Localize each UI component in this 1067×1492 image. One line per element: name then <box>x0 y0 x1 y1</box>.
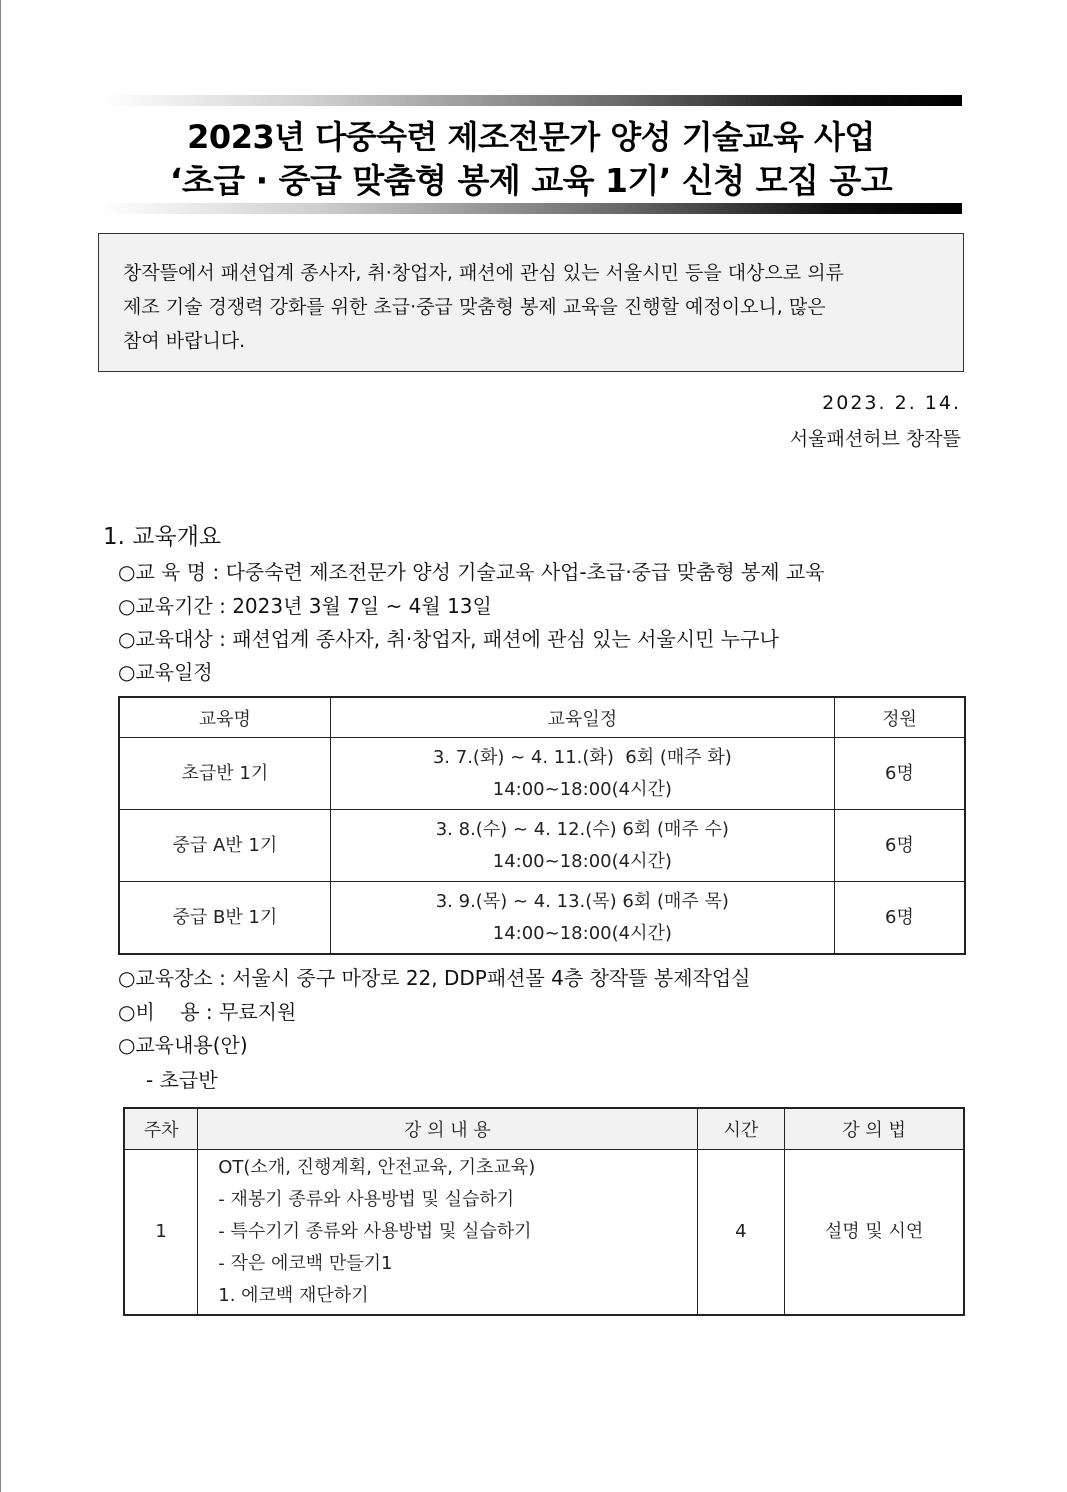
item-course-location <box>118 962 750 991</box>
schedule-cell <box>330 882 834 955</box>
item-key: ○교육기간 <box>118 594 213 618</box>
organization-name: 서울패션허브 창작뜰 <box>789 428 961 450</box>
course-name-cell: 초급반 1기 <box>119 738 330 810</box>
schedule-times: 14:00~18:00(4시간) <box>492 850 672 872</box>
item-sep: : <box>199 1000 219 1024</box>
schedule-times: 14:00~18:00(4시간) <box>492 922 672 944</box>
item-key: ○교육일정 <box>118 660 213 684</box>
item-key: ○교육대상 <box>118 627 213 651</box>
notice-date: 2023. 2. 14. <box>822 392 961 414</box>
section-heading: 1. 교육개요 <box>103 524 222 550</box>
hours-cell: 4 <box>697 1150 785 1316</box>
method-cell: 설명 및 시연 <box>785 1150 964 1316</box>
item-key: ○교육장소 <box>118 966 213 990</box>
schedule-dates: 3. 8.(수) ~ 4. 12.(수) 6회 (매주 수) <box>435 818 729 840</box>
intro-line-1: 창작뜰에서 패션업계 종사자, 취·창업자, 패션에 관심 있는 서울시민 등을 대상으로 의류 <box>123 262 844 284</box>
table-row <box>119 738 965 810</box>
content-line: OT(소개, 진행계획, 안전교육, 기초교육) <box>218 1157 536 1178</box>
content-line: - 작은 에코백 만들기1 <box>218 1253 393 1274</box>
title-bottom-bar <box>100 203 962 214</box>
capacity-cell: 6명 <box>834 882 965 955</box>
intro-line-2: 제조 기술 경쟁력 강화를 위한 초급·중급 맞춤형 봉제 교육을 진행할 예정이오니, 많은 <box>123 296 826 318</box>
content-line: - 특수기기 종류와 사용방법 및 실습하기 <box>218 1221 532 1242</box>
schedule-dates: 3. 9.(목) ~ 4. 13.(목) 6회 (매주 목) <box>435 890 729 912</box>
header-cell: 정원 <box>834 697 965 738</box>
item-key: ○교 육 명 <box>118 560 207 584</box>
item-course-cost <box>118 996 296 1025</box>
header-cell: 시간 <box>697 1108 785 1150</box>
title-line-1: 2023년 다중숙련 제조전문가 양성 기술교육 사업 <box>187 118 875 156</box>
course-name-cell: 중급 A반 1기 <box>119 810 330 882</box>
table-row <box>119 810 965 882</box>
item-value: 2023년 3월 7일 ~ 4월 13일 <box>232 594 492 618</box>
item-sep: : <box>212 627 233 651</box>
header-cell: 주차 <box>124 1108 198 1150</box>
item-value: 서울시 중구 마장로 22, DDP패션몰 4층 창작뜰 봉제작업실 <box>232 966 751 990</box>
item-key: ○비 용 <box>118 1000 200 1024</box>
item-course-schedule <box>118 656 213 685</box>
schedule-dates: 3. 7.(화) ~ 4. 11.(화) 6회 (매주 화) <box>432 746 732 768</box>
curriculum-table-header <box>124 1108 964 1150</box>
sub-heading-beginner: - 초급반 <box>146 1068 218 1092</box>
item-course-target <box>118 623 779 652</box>
item-course-period <box>118 590 492 619</box>
item-key: ○교육내용(안) <box>118 1033 248 1057</box>
intro-line-3: 참여 바랍니다. <box>123 330 246 352</box>
header-cell: 강 의 법 <box>785 1108 964 1150</box>
header-cell: 교육일정 <box>330 697 834 738</box>
schedule-table-header <box>119 697 965 738</box>
schedule-table <box>118 696 966 955</box>
item-value: 다중숙련 제조전문가 양성 기술교육 사업-초급·중급 맞춤형 봉제 교육 <box>225 560 825 584</box>
table-row <box>119 882 965 955</box>
content-line: 1. 에코백 재단하기 <box>218 1285 369 1306</box>
item-value: 패션업계 종사자, 취·창업자, 패션에 관심 있는 서울시민 누구나 <box>232 627 779 651</box>
schedule-cell <box>330 738 834 810</box>
item-sep: : <box>212 966 233 990</box>
title-line-2: ‘초급 · 중급 맞춤형 봉제 교육 1기’ 신청 모집 공고 <box>169 161 893 200</box>
schedule-cell <box>330 810 834 882</box>
capacity-cell: 6명 <box>834 810 965 882</box>
intro-box <box>98 233 964 372</box>
header-cell: 교육명 <box>119 697 330 738</box>
curriculum-table <box>123 1107 965 1316</box>
item-course-content <box>118 1029 248 1058</box>
page-left-border <box>0 0 1 1492</box>
item-value: 무료지원 <box>218 1000 297 1024</box>
item-sep: : <box>212 594 233 618</box>
item-sep: : <box>206 560 226 584</box>
header-cell: 강 의 내 용 <box>198 1108 697 1150</box>
lecture-content-cell <box>198 1150 697 1316</box>
week-cell: 1 <box>124 1150 198 1316</box>
capacity-cell: 6명 <box>834 738 965 810</box>
table-row <box>124 1150 964 1316</box>
schedule-times: 14:00~18:00(4시간) <box>492 778 672 800</box>
item-course-name <box>118 556 825 585</box>
content-line: - 재봉기 종류와 사용방법 및 실습하기 <box>218 1189 515 1210</box>
course-name-cell: 중급 B반 1기 <box>119 882 330 955</box>
title-top-bar <box>100 95 962 106</box>
